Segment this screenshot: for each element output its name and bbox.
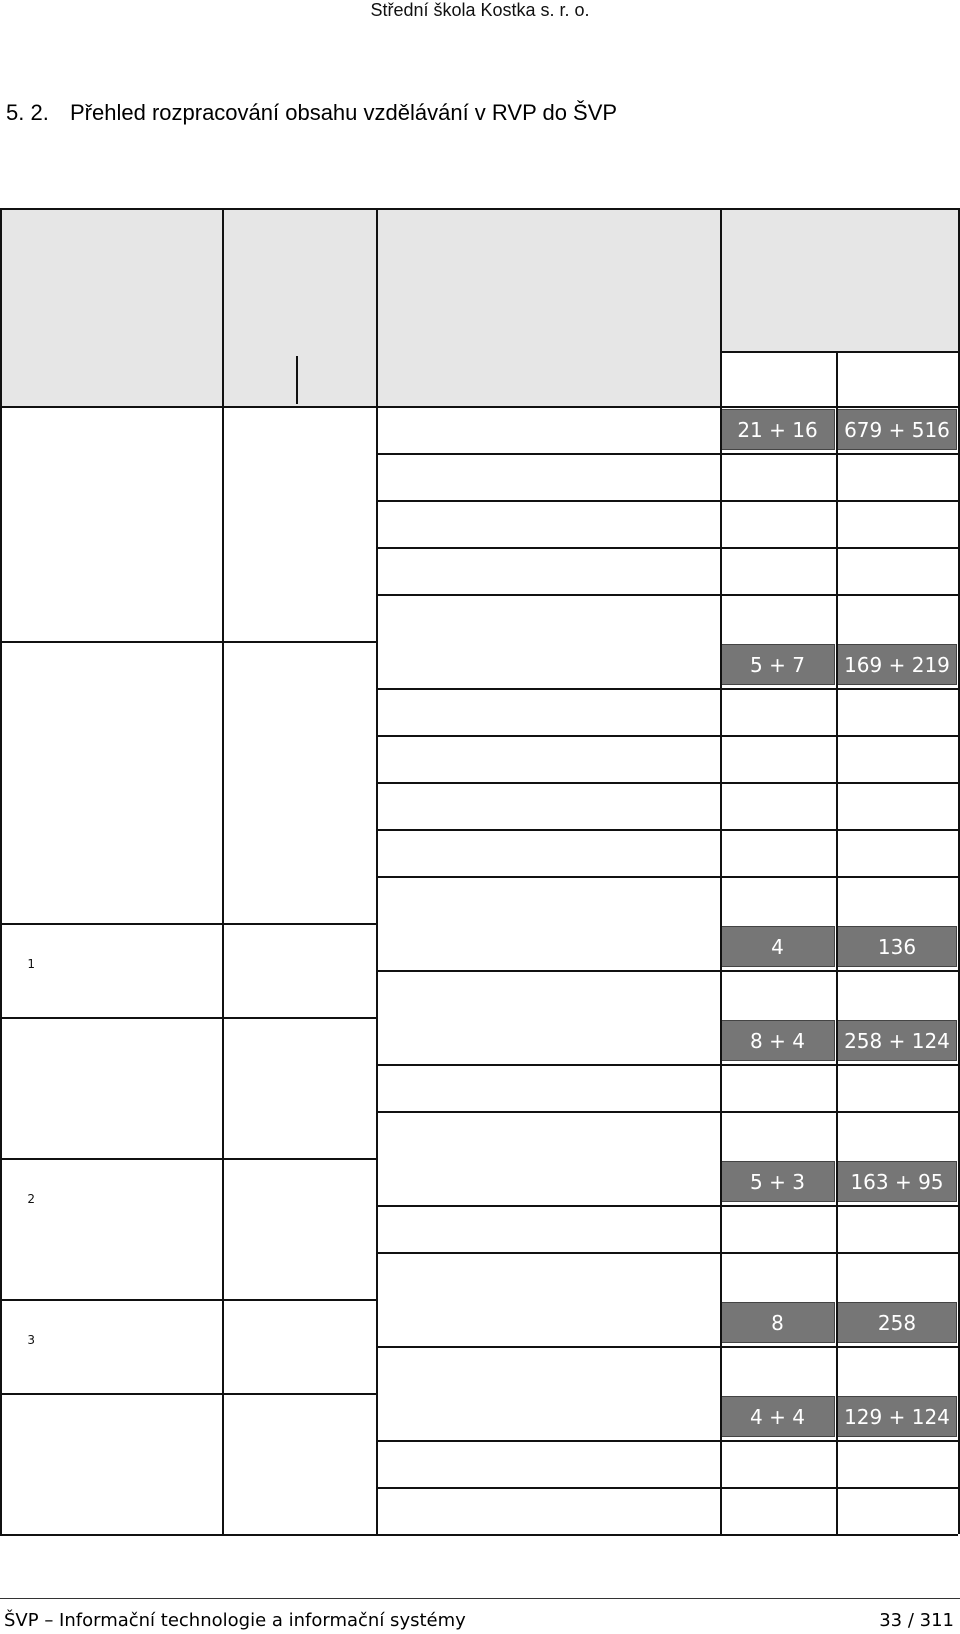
footer-divider	[0, 1598, 960, 1599]
section-heading	[6, 100, 617, 126]
group-separator	[0, 923, 376, 925]
sum-total-value: 136	[877, 934, 917, 959]
group-separator	[0, 1017, 376, 1019]
sum-total-value: 679 + 516	[844, 417, 950, 442]
sum-weekly-cell	[720, 1302, 835, 1343]
subject-row-line	[376, 876, 958, 878]
sum-weekly-cell	[720, 409, 835, 450]
subject-row-line	[376, 970, 958, 972]
subject-row-line	[376, 1440, 958, 1442]
area-label	[14, 1194, 35, 1218]
subject-row-line	[376, 500, 958, 502]
sum-weekly-value: 21 + 16	[737, 417, 818, 442]
sum-total-value: 169 + 219	[844, 652, 950, 677]
table-top-border	[0, 208, 958, 210]
section-title: Přehled rozpracování obsahu vzdělávání v RVP do ŠVP	[70, 100, 618, 125]
sum-total-cell	[837, 1396, 957, 1437]
sum-weekly-value: 8 + 4	[750, 1028, 805, 1053]
subject-row-line	[376, 1252, 958, 1254]
header-shade-area	[0, 208, 222, 406]
header-shade-rvp	[222, 208, 376, 406]
subject-row-line	[376, 829, 958, 831]
area-label	[14, 959, 35, 983]
sum-total-cell	[837, 926, 957, 967]
sum-total-value: 258 + 124	[844, 1028, 950, 1053]
subject-row-line	[376, 453, 958, 455]
sum-total-cell	[837, 644, 957, 685]
sum-total-value: 258	[877, 1310, 917, 1335]
subject-row-line	[376, 1487, 958, 1489]
header-shade-subject	[376, 208, 720, 406]
subject-row-line	[376, 1346, 958, 1348]
sum-total-value: 163 + 95	[850, 1169, 944, 1194]
sum-weekly-value: 5 + 3	[750, 1169, 805, 1194]
sum-weekly-value: 4	[771, 934, 784, 959]
area-label	[14, 1335, 35, 1359]
section-number: 5. 2.	[6, 100, 49, 125]
footer-document-title: ŠVP – Informační technologie a informační systémy	[4, 1610, 466, 1631]
sum-total-cell	[837, 409, 957, 450]
curriculum-table	[0, 208, 960, 1548]
subject-row-line	[376, 782, 958, 784]
page-header: Střední škola Kostka s. r. o.	[370, 0, 590, 20]
group-separator	[0, 406, 376, 408]
group-separator	[0, 1158, 376, 1160]
footer-page-number: 33 / 311	[879, 1610, 954, 1631]
subject-row-line	[376, 1205, 958, 1207]
area-footnote-mark: 2	[27, 1192, 35, 1206]
sum-total-value: 129 + 124	[844, 1404, 950, 1429]
svp-weekly-border	[836, 351, 838, 1534]
table-right-border	[958, 208, 960, 1534]
sum-total-cell	[837, 1302, 957, 1343]
group-separator	[0, 1393, 376, 1395]
sum-weekly-cell	[720, 644, 835, 685]
sum-weekly-cell	[720, 1161, 835, 1202]
sum-weekly-cell	[720, 1396, 835, 1437]
sum-total-cell	[837, 1020, 957, 1061]
header-bottom-border	[376, 406, 720, 408]
sum-total-cell	[837, 1161, 957, 1202]
subject-row-line	[376, 688, 958, 690]
subject-row-line	[376, 1064, 958, 1066]
subject-row-line	[376, 1111, 958, 1113]
sum-weekly-value: 4 + 4	[750, 1404, 805, 1429]
group-separator	[0, 1299, 376, 1301]
sum-weekly-value: 8	[771, 1310, 784, 1335]
sum-weekly-cell	[720, 926, 835, 967]
sum-weekly-value: 5 + 7	[750, 652, 805, 677]
area-footnote-mark: 1	[27, 957, 35, 971]
group-separator	[0, 641, 376, 643]
subject-row-line	[376, 735, 958, 737]
subject-row-line	[376, 594, 958, 596]
area-footnote-mark: 3	[27, 1333, 35, 1347]
svp-header-split	[720, 351, 958, 353]
header-bottom-border	[720, 406, 958, 408]
subject-row-line	[376, 547, 958, 549]
rvp-header-mid-border	[296, 356, 298, 404]
header-shade-svp	[720, 208, 958, 351]
table-bottom-border	[0, 1534, 958, 1536]
sum-weekly-cell	[720, 1020, 835, 1061]
